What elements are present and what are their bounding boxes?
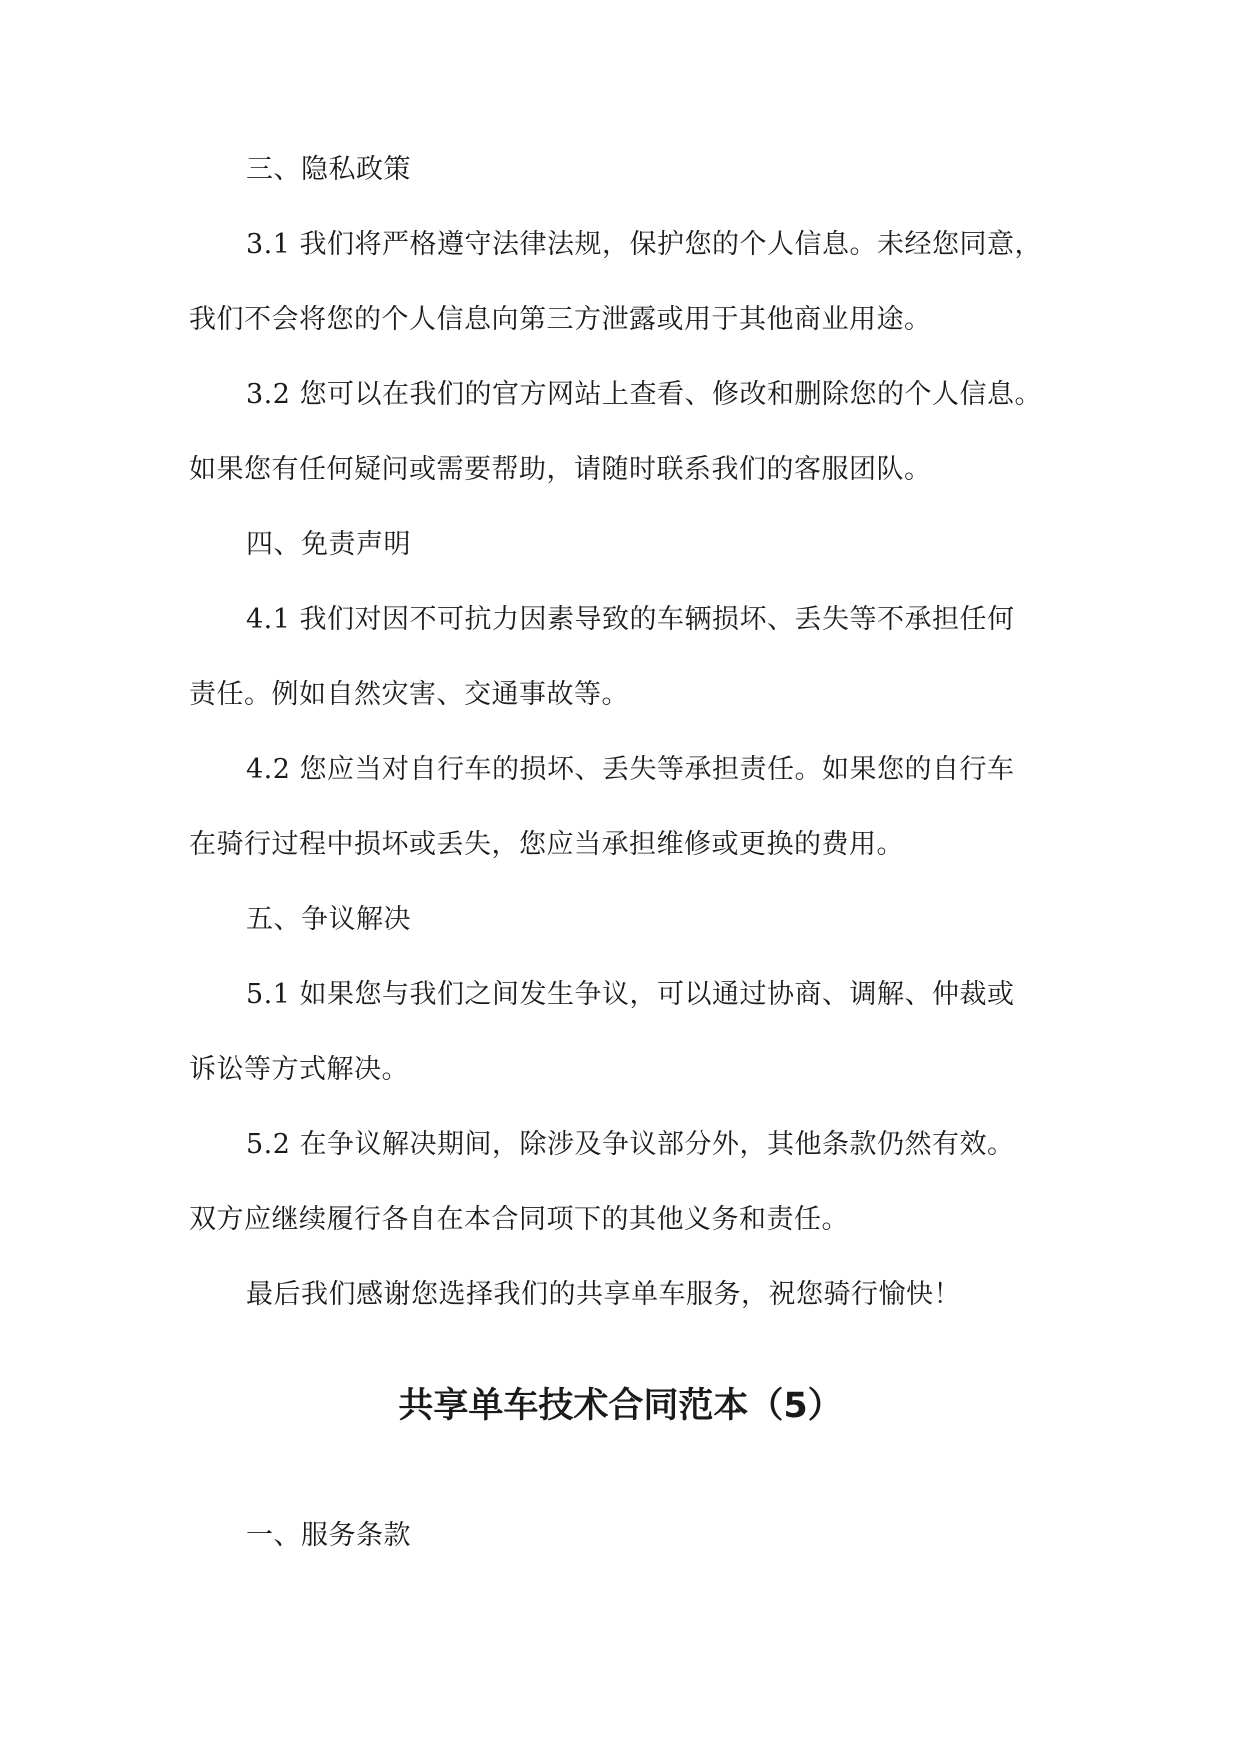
paragraph-5-1-line-2: 诉讼等方式解决。	[189, 1054, 409, 1085]
closing-line: 最后我们感谢您选择我们的共享单车服务，祝您骑行愉快！	[246, 1279, 961, 1310]
section-heading-privacy: 三、隐私政策	[246, 154, 411, 185]
paragraph-3-1-line-2: 我们不会将您的个人信息向第三方泄露或用于其他商业用途。	[189, 304, 932, 335]
paragraph-5-2-line-1: 5.2 在争议解决期间，除涉及争议部分外，其他条款仍然有效。	[246, 1129, 1015, 1160]
paragraph-4-1-line-2: 责任。例如自然灾害、交通事故等。	[189, 679, 629, 710]
paragraph-4-1-line-1: 4.1 我们对因不可抗力因素导致的车辆损坏、丢失等不承担任何	[246, 604, 1015, 635]
paragraph-4-2-line-2: 在骑行过程中损坏或丢失，您应当承担维修或更换的费用。	[189, 829, 904, 860]
paragraph-4-2-line-1: 4.2 您应当对自行车的损坏、丢失等承担责任。如果您的自行车	[246, 754, 1015, 785]
paragraph-5-1-line-1: 5.1 如果您与我们之间发生争议，可以通过协商、调解、仲裁或	[246, 979, 1015, 1010]
paragraph-3-1-line-1: 3.1 我们将严格遵守法律法规，保护您的个人信息。未经您同意，	[246, 229, 1043, 260]
section-heading-service-terms: 一、服务条款	[246, 1520, 411, 1551]
paragraph-3-2-line-1: 3.2 您可以在我们的官方网站上查看、修改和删除您的个人信息。	[246, 379, 1043, 410]
paragraph-3-2-line-2: 如果您有任何疑问或需要帮助，请随时联系我们的客服团队。	[189, 454, 932, 485]
section-heading-dispute: 五、争议解决	[246, 904, 411, 935]
document-title: 共享单车技术合同范本（5）	[398, 1386, 843, 1426]
paragraph-5-2-line-2: 双方应继续履行各自在本合同项下的其他义务和责任。	[189, 1204, 849, 1235]
section-heading-disclaimer: 四、免责声明	[246, 529, 411, 560]
